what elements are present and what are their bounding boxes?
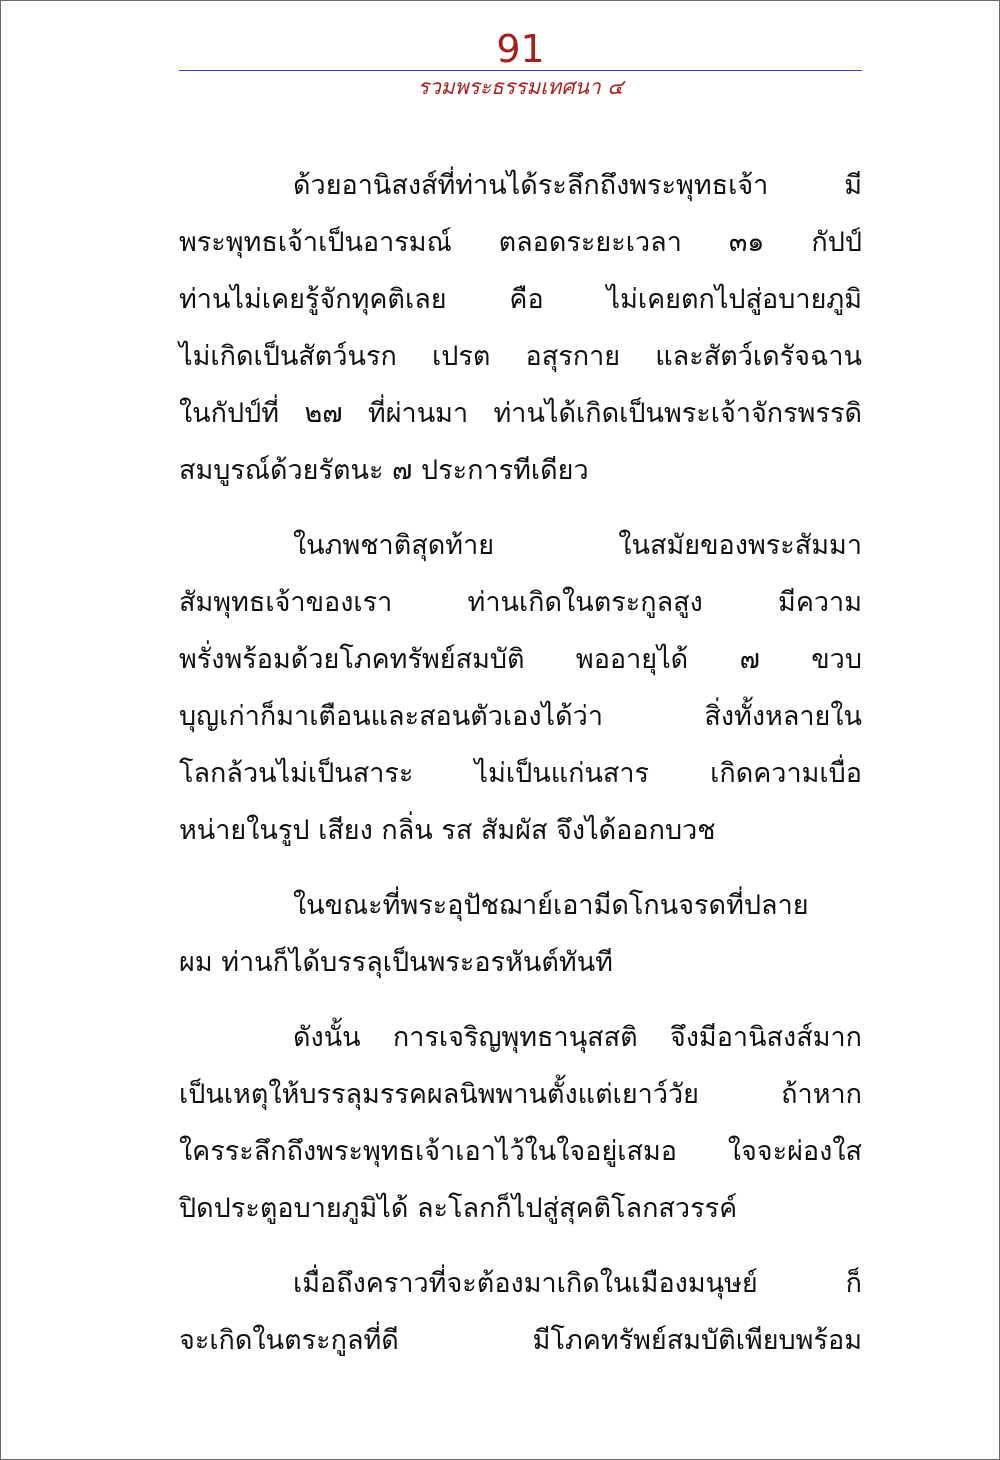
paragraph bbox=[179, 877, 862, 991]
text-line: หน่ายในรูป เสียง กลิ่น รส สัมผัส จึงได้ออกบวช bbox=[179, 815, 716, 846]
text-line: เป็นเหตุให้บรรลุมรรคผลนิพพานตั้งแต่เยาว์วัย ถ้าหาก bbox=[179, 1079, 862, 1110]
page-header bbox=[179, 29, 862, 101]
text-line: บุญเก่าก็มาเตือนและสอนตัวเองได้ว่า สิ่งทั้งหลายใน bbox=[179, 701, 862, 732]
text-line: เมื่อถึงคราวที่จะต้องมาเกิดในเมืองมนุษย์ ก็ bbox=[293, 1268, 862, 1299]
text-line: สัมพุทธเจ้าของเรา ท่านเกิดในตระกูลสูง มีความ bbox=[179, 587, 862, 618]
running-title: รวมพระธรรมเทศนา ๔ bbox=[417, 75, 624, 99]
text-line: สมบูรณ์ด้วยรัตนะ ๗ ประการทีเดียว bbox=[179, 455, 589, 486]
page-number: 91 bbox=[496, 27, 545, 71]
text-line: พระพุทธเจ้าเป็นอารมณ์ ตลอดระยะเวลา ๓๑ กัปป์ bbox=[179, 227, 862, 258]
text-line: ด้วยอานิสงส์ที่ท่านได้ระลึกถึงพระพุทธเจ้า มี bbox=[293, 170, 862, 201]
paragraph bbox=[179, 1255, 862, 1369]
text-line: ปิดประตูอบายภูมิได้ ละโลกก็ไปสู่สุคติโลกสวรรค์ bbox=[179, 1193, 738, 1224]
text-line: พรั่งพร้อมด้วยโภคทรัพย์สมบัติ พออายุได้ ๗ ขวบ bbox=[179, 644, 862, 675]
body-text bbox=[179, 157, 862, 1387]
text-line: ใครระลึกถึงพระพุทธเจ้าเอาไว้ในใจอยู่เสมอ ใจจะผ่องใส bbox=[179, 1136, 862, 1167]
text-line: ดังนั้น การเจริญพุทธานุสสติ จึงมีอานิสงส์มาก bbox=[293, 1022, 862, 1053]
text-line: โลกล้วนไม่เป็นสาระ ไม่เป็นแก่นสาร เกิดความเบื่อ bbox=[179, 758, 862, 789]
text-line: ผม ท่านก็ได้บรรลุเป็นพระอรหันต์ทันที bbox=[179, 947, 613, 978]
text-line: ในภพชาติสุดท้าย ในสมัยของพระสัมมา bbox=[293, 530, 862, 561]
text-line: ไม่เกิดเป็นสัตว์นรก เปรต อสุรกาย และสัตว์เดรัจฉาน bbox=[179, 341, 862, 372]
paragraph bbox=[179, 157, 862, 499]
text-line: จะเกิดในตระกูลที่ดี มีโภคทรัพย์สมบัติเพียบพร้อม bbox=[179, 1325, 862, 1356]
text-line: ในกัปป์ที่ ๒๗ ที่ผ่านมา ท่านได้เกิดเป็นพระเจ้าจักรพรรดิ bbox=[179, 398, 862, 429]
paragraph bbox=[179, 1009, 862, 1237]
text-line: ในขณะที่พระอุปัชฌาย์เอามีดโกนจรดที่ปลาย bbox=[293, 890, 809, 921]
paragraph bbox=[179, 517, 862, 859]
text-line: ท่านไม่เคยรู้จักทุคติเลย คือ ไม่เคยตกไปสู่อบายภูมิ bbox=[179, 284, 862, 315]
